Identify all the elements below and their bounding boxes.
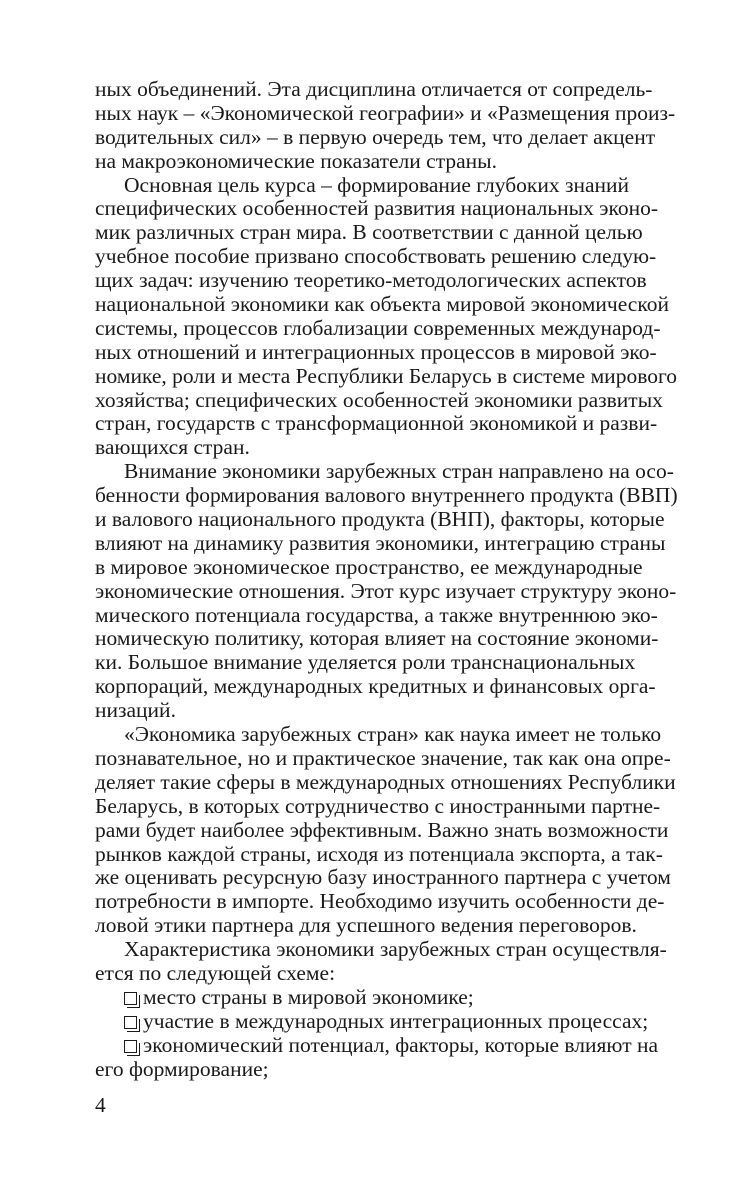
- paragraph: [95, 174, 680, 461]
- page-body: [95, 78, 680, 1081]
- text-line: Характеристика экономики зарубежных стран осуществля-: [124, 938, 667, 962]
- checkbox-bullet-icon: [124, 1040, 137, 1053]
- checkbox-bullet-icon: [124, 992, 137, 1005]
- text-line: системы, процессов глобализации современных международ-: [95, 316, 661, 340]
- text-line: специфических особенностей развития национальных эконо-: [95, 197, 658, 221]
- text-line: в мировое экономическое пространство, ее международные: [95, 555, 643, 579]
- text-line: мик различных стран мира. В соответствии с данной целью: [95, 221, 643, 245]
- text-line: на макроэкономические показатели страны.: [95, 149, 497, 173]
- text-line: низаций.: [95, 699, 176, 723]
- bullet-list: [95, 986, 680, 1082]
- text-line: «Экономика зарубежных стран» как наука имеет не только: [124, 723, 662, 747]
- text-line: рами будет наиболее эффективным. Важно знать возможности: [95, 818, 669, 842]
- text-line: рынков каждой страны, исходя из потенциала экспорта, а так-: [95, 842, 663, 866]
- paragraph: [95, 938, 680, 986]
- list-item-text: место страны в мировой экономике;: [143, 985, 474, 1009]
- text-line: деляет такие сферы в международных отношениях Республики: [95, 770, 676, 794]
- paragraph: [95, 723, 680, 938]
- text-line: учебное пособие призвано способствовать решению следую-: [95, 245, 657, 269]
- text-line: щих задач: изучению теоретико-методологических аспектов: [95, 269, 647, 293]
- text-line: номическую политику, которая влияет на состояние экономи-: [95, 627, 659, 651]
- text-line: номике, роли и места Республики Беларусь в системе мирового: [95, 364, 677, 388]
- text-line: Внимание экономики зарубежных стран направлено на осо-: [124, 460, 674, 484]
- text-line: ки. Большое внимание уделяется роли транснациональных: [95, 651, 636, 675]
- text-line: бенности формирования валового внутреннего продукта (ВВП): [95, 484, 678, 508]
- checkbox-bullet-icon: [124, 1016, 137, 1029]
- text-line: экономические отношения. Этот курс изучает структуру эконо-: [95, 579, 677, 603]
- text-line: познавательное, но и практическое значение, так как она опре-: [95, 746, 671, 770]
- text-line: вающихся стран.: [95, 436, 250, 460]
- paragraph: [95, 78, 680, 174]
- list-item: [95, 1010, 680, 1034]
- text-line: Беларусь, в которых сотрудничество с иностранными партне-: [95, 794, 661, 818]
- text-line: Основная цель курса – формирование глубоких знаний: [124, 173, 630, 197]
- text-line: мического потенциала государства, а также внутреннюю эко-: [95, 603, 658, 627]
- text-line: ется по следующей схеме:: [95, 961, 336, 985]
- text-line: ных объединений. Эта дисциплина отличается от сопредель-: [95, 78, 653, 101]
- text-line: водительных сил» – в первую очередь тем, что делает акцент: [95, 125, 656, 149]
- text-line: корпораций, международных кредитных и финансовых орга-: [95, 675, 656, 699]
- list-item: [95, 986, 680, 1010]
- text-line: хозяйства; специфических особенностей экономики развитых: [95, 388, 663, 412]
- paragraph: [95, 460, 680, 723]
- text-line: влияют на динамику развития экономики, интеграцию страны: [95, 531, 666, 555]
- list-item-text: экономический потенциал, факторы, которые влияют на: [143, 1033, 659, 1057]
- text-line: и валового национального продукта (ВНП), факторы, которые: [95, 508, 665, 532]
- text-line: стран, государств с трансформационной экономикой и разви-: [95, 412, 658, 436]
- text-line: ных наук – «Экономической географии» и «Размещения произ-: [95, 101, 676, 125]
- text-line: ных отношений и интеграционных процессов в мировой эко-: [95, 340, 657, 364]
- text-line: потребности в импорте. Необходимо изучить особенности де-: [95, 890, 665, 914]
- list-item: [95, 1034, 680, 1058]
- page-number: 4: [95, 1093, 106, 1117]
- list-item-text: участие в международных интеграционных процессах;: [143, 1009, 649, 1033]
- text-line: национальной экономики как объекта мировой экономической: [95, 293, 669, 317]
- list-item-continuation: его формирование;: [95, 1057, 269, 1081]
- text-line: же оценивать ресурсную базу иностранного партнера с учетом: [95, 866, 671, 890]
- text-line: ловой этики партнера для успешного ведения переговоров.: [95, 914, 637, 938]
